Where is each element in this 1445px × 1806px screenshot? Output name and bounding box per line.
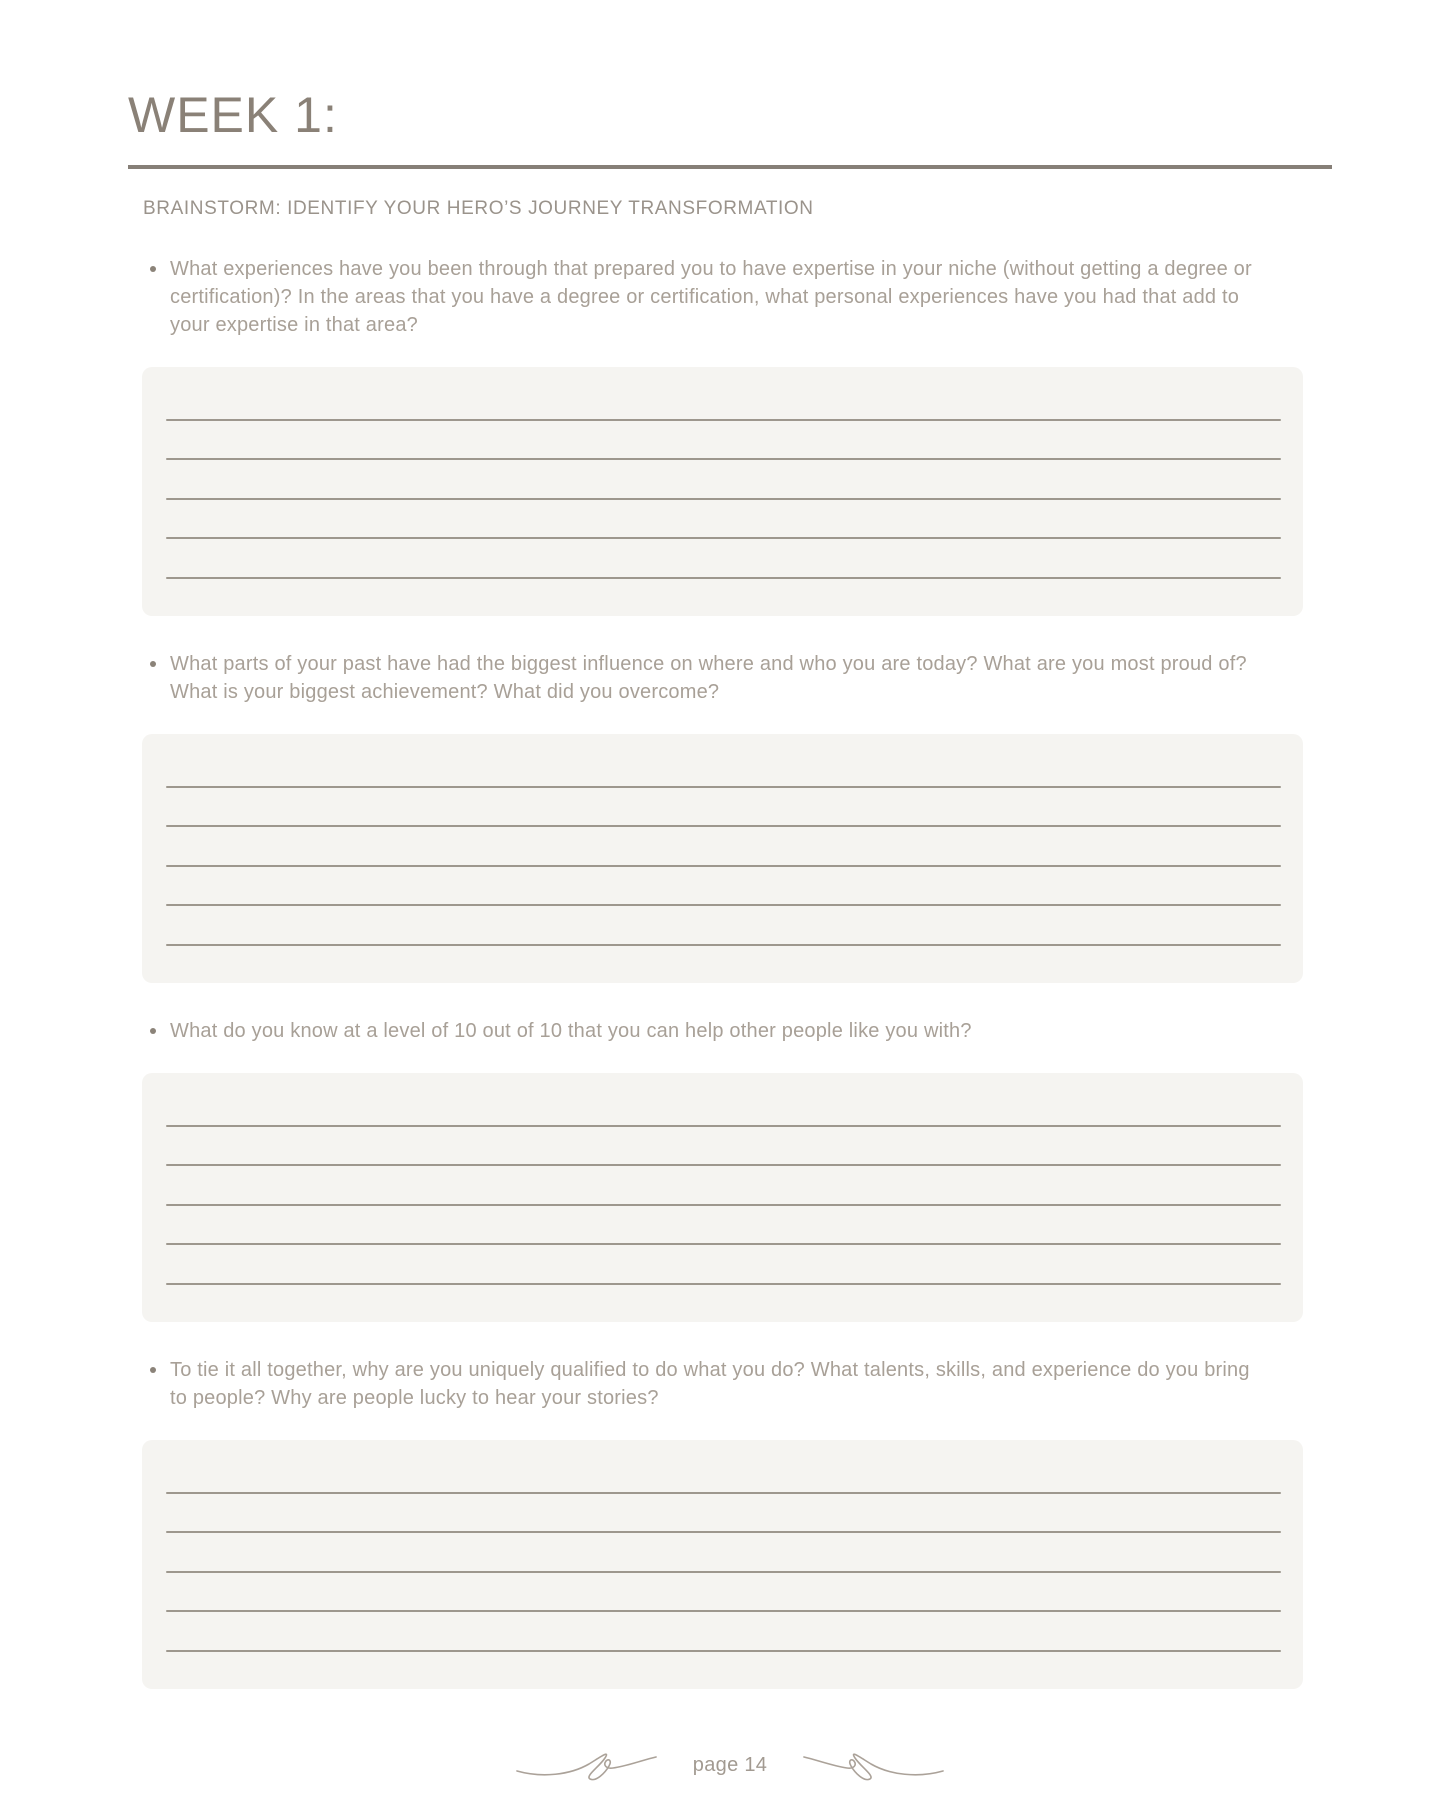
question-item-4 — [128, 1356, 1254, 1412]
answer-line — [166, 1610, 1281, 1612]
answer-line — [166, 1204, 1281, 1206]
answer-line — [166, 1283, 1281, 1285]
answer-line — [166, 865, 1281, 867]
question-text: What parts of your past have had the biggest influence on where and who you are today? What are you most proud of? What is your biggest achievement? What did you overcome? — [170, 653, 1247, 703]
answer-line — [166, 786, 1281, 788]
answer-line — [166, 1243, 1281, 1245]
answer-line — [166, 577, 1281, 579]
answer-line — [166, 1650, 1281, 1652]
answer-line — [166, 537, 1281, 539]
answer-line — [166, 1125, 1281, 1127]
answer-line — [166, 419, 1281, 421]
page-number: page 14 — [692, 1753, 768, 1776]
page-footer — [128, 1745, 1332, 1785]
answer-box-3[interactable] — [142, 1073, 1303, 1322]
flourish-swirl-left-icon — [514, 1745, 659, 1785]
question-text: What experiences have you been through that prepared you to have expertise in your niche (without getting a degree or certification)? In the areas that you have a degree or certification, what personal experiences have you had that add to your expertise in that area? — [170, 258, 1252, 336]
question-item-3 — [128, 1017, 1254, 1045]
answer-line — [166, 825, 1281, 827]
answer-line — [166, 904, 1281, 906]
section-heading: BRAINSTORM: IDENTIFY YOUR HERO’S JOURNEY TRANSFORMATION — [143, 198, 814, 219]
answer-line — [166, 1164, 1281, 1166]
answer-line — [166, 1531, 1281, 1533]
answer-line — [166, 498, 1281, 500]
answer-box-2[interactable] — [142, 734, 1303, 983]
bullet-icon — [150, 266, 156, 272]
title-divider — [128, 165, 1332, 169]
bullet-icon — [150, 1028, 156, 1034]
answer-line — [166, 944, 1281, 946]
question-text: To tie it all together, why are you uniquely qualified to do what you do? What talents, skills, and experience do you bring to people? Why are people lucky to hear your stories? — [170, 1359, 1250, 1409]
answer-box-1[interactable] — [142, 367, 1303, 616]
page-title: WEEK 1: — [128, 87, 338, 143]
answer-box-4[interactable] — [142, 1440, 1303, 1689]
bullet-icon — [150, 661, 156, 667]
flourish-swirl-right-icon — [801, 1745, 946, 1785]
question-item-2 — [128, 650, 1254, 706]
answer-line — [166, 1571, 1281, 1573]
answer-line — [166, 458, 1281, 460]
answer-line — [166, 1492, 1281, 1494]
bullet-icon — [150, 1367, 156, 1373]
question-text: What do you know at a level of 10 out of 10 that you can help other people like you with? — [170, 1020, 972, 1042]
question-item-1 — [128, 255, 1254, 339]
